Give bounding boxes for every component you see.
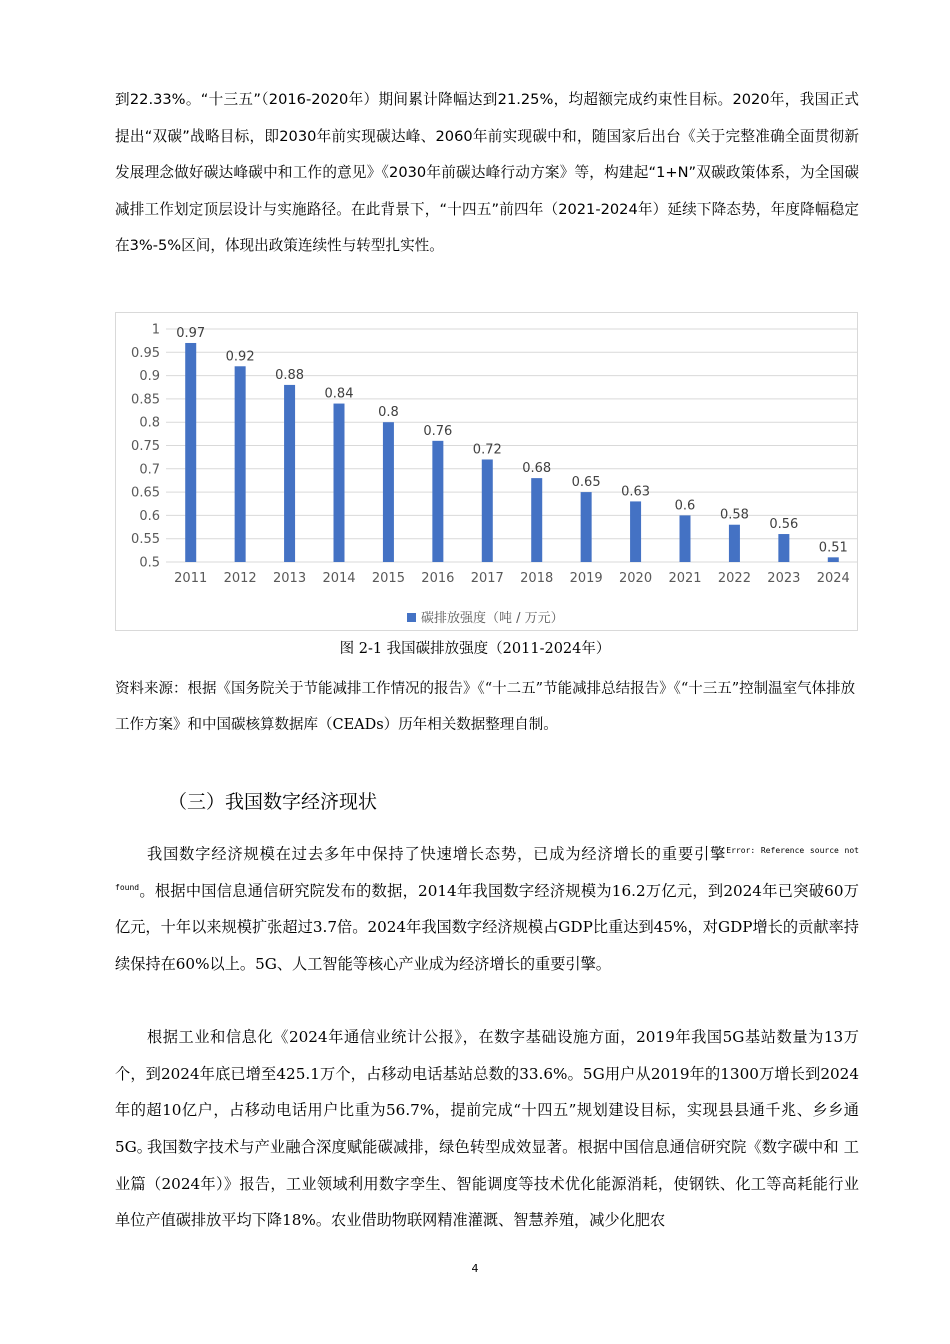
x-tick-label: 2011 [174,571,208,586]
data-label: 0.68 [522,461,552,477]
bar [383,422,394,562]
x-tick-label: 2021 [668,571,702,586]
paragraph-green-transition: 我国数字技术与产业融合深度赋能碳减排，绿色转型成效显著。根据中国信息通信研究院《数字碳中和 工业篇（2024年）》报告，工业领域利用数字孪生、智能调度等技术优化能源消耗，使钢铁、化工等高耗能行业单位产值碳排放平均下降18%。农业借助物联网精准灌溉、智慧养殖，减少化肥农 [115,1138,859,1229]
source-note: 资料来源：根据《国务院关于节能减排工作情况的报告》《“十二五”节能减排总结报告》《“十三五”控制温室气体排放工作方案》和中国碳核算数据库（CEADs）历年相关数据整理自制。 [115,681,856,733]
data-label: 0.63 [621,484,651,500]
y-tick-label: 0.5 [139,555,160,571]
data-label: 0.6 [674,498,696,514]
bar [531,478,542,562]
x-tick-label: 2022 [717,571,751,586]
x-tick-label: 2017 [470,571,504,586]
x-tick-label: 2015 [371,571,405,586]
bar [778,534,789,562]
y-tick-label: 0.8 [139,415,160,431]
bar [334,404,345,562]
x-tick-label: 2018 [520,571,554,586]
legend-label: 碳排放强度（吨 / 万元） [421,611,564,626]
data-label: 0.88 [275,367,305,383]
bar [235,366,246,562]
error-reference: Error: Reference source not found [115,846,860,892]
bar [680,515,691,562]
x-tick-label: 2023 [767,571,801,586]
y-tick-label: 1 [151,322,160,338]
legend-swatch [407,613,416,622]
x-tick-label: 2024 [816,571,850,586]
x-tick-label: 2014 [322,571,356,586]
paragraph-text-continued: 。根据中国信息通信研究院发布的数据，2014年我国数字经济规模为16.2万亿元，到2024年已突破60万亿元，十年以来规模扩张超过3.7倍。2024年我国数字经济规模占GDP比重达到45%，对GDP增长的贡献率持续保持在60%以上。5G、人工智能等核心产业成为经济增长的重要引擎。 [115,881,859,973]
x-tick-label: 2016 [421,571,455,586]
x-tick-label: 2020 [619,571,653,586]
bar [729,525,740,562]
x-tick-label: 2013 [273,571,307,586]
section-heading: （三）我国数字经济现状 [168,791,378,813]
bar [284,385,295,562]
data-label: 0.58 [719,507,749,523]
paragraph-text: 我国数字经济规模在过去多年中保持了快速增长态势，已成为经济增长的重要引擎 [147,845,727,863]
y-tick-label: 0.95 [131,345,160,361]
figure-caption: 图 2-1 我国碳排放强度（2011-2024年） [339,641,611,657]
y-tick-label: 0.55 [131,532,160,548]
paragraph-5g-infrastructure: 根据工业和信息化《2024年通信业统计公报》，在数字基础设施方面，2019年我国5G基站数量为13万个，到2024年底已增至425.1万个，占移动电话基站总数的33.6%。5G用户从2019年的1300万增长到2024年的超10亿户，占移动电话用户比重为56.7%，提前完成“十四五”规划建设目标，实现县县通千兆、乡乡通5G。 [115,1028,859,1156]
y-tick-label: 0.6 [139,508,160,524]
y-tick-label: 0.7 [139,462,160,478]
bar [581,492,592,562]
data-label: 0.97 [176,325,206,341]
bar-chart-svg [116,313,857,630]
y-tick-label: 0.65 [131,485,160,501]
bar [185,343,196,562]
y-tick-label: 0.75 [131,439,160,454]
data-label: 0.8 [378,405,399,421]
y-tick-label: 0.9 [139,369,160,385]
data-label: 0.72 [472,442,502,458]
paragraph-digital-economy-scale [115,836,859,982]
x-tick-label: 2012 [223,571,257,586]
y-tick-label: 0.85 [131,392,160,408]
bar [482,459,493,562]
page-number: 4 [471,1262,479,1275]
x-tick-label: 2019 [569,571,603,586]
intro-paragraph: 到22.33%。“十三五”（2016-2020年）期间累计降幅达到21.25%，均超额完成约束性目标。2020年，我国正式提出“双碳”战略目标，即2030年前实现碳达峰、2060年前实现碳中和，随国家后出台《关于完整准确全面贯彻新发展理念做好碳达峰碳中和工作的意见》《2030年前碳达峰行动方案》等，构建起“1+N”双碳政策体系，为全国碳减排工作划定顶层设计与实施路径。在此背景下，“十四五”前四年（2021-2024年）延续下降态势，年度降幅稳定在3%-5%区间，体现出政策连续性与转型扎实性。 [115,91,859,254]
data-label: 0.84 [324,386,354,402]
bar [828,557,839,562]
data-label: 0.92 [225,349,255,365]
data-label: 0.65 [571,475,601,491]
bar [630,501,641,562]
data-label: 0.76 [423,423,453,439]
data-label: 0.51 [818,540,848,556]
carbon-intensity-chart [115,312,858,631]
data-label: 0.56 [769,517,799,533]
bar [432,441,443,562]
